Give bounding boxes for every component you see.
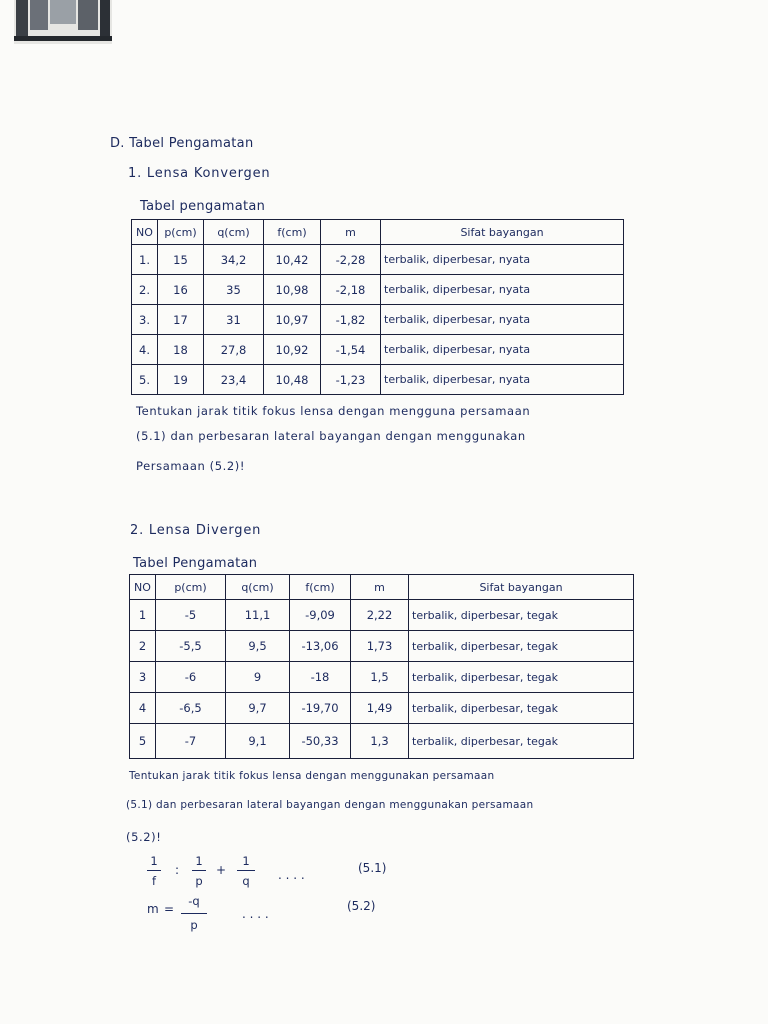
- instruction-line: Tentukan jarak titik fokus lensa dengan mengguna persamaan: [136, 404, 531, 418]
- col-header-m: m: [321, 220, 381, 245]
- cell-q: 27,8: [204, 335, 264, 365]
- table-row: [130, 600, 634, 631]
- col-header-p: p(cm): [156, 575, 226, 600]
- cell-sifat: terbalik, diperbesar, nyata: [381, 275, 624, 305]
- cell-f: 10,42: [264, 245, 321, 275]
- cell-no: 5.: [132, 365, 158, 395]
- section1-title: 1. Lensa Konvergen: [128, 166, 271, 181]
- cell-no: 4: [130, 693, 156, 724]
- fraction-bar: [181, 913, 207, 914]
- cell-q: 34,2: [204, 245, 264, 275]
- cell-no: 1.: [132, 245, 158, 275]
- cell-m: -2,18: [321, 275, 381, 305]
- col-header-p: p(cm): [158, 220, 204, 245]
- cell-sifat: terbalik, diperbesar, nyata: [381, 365, 624, 395]
- cell-q: 9,5: [226, 631, 290, 662]
- cell-f: -13,06: [290, 631, 351, 662]
- instruction-line: (5.1) dan perbesaran lateral bayangan dengan menggunakan: [136, 429, 526, 443]
- table-header-row: [130, 575, 634, 600]
- convergent-lens-table: [131, 219, 624, 395]
- cell-sifat: terbalik, diperbesar, nyata: [381, 305, 624, 335]
- eq2-numerator: -q: [188, 894, 200, 908]
- table-row: [132, 305, 624, 335]
- cell-m: 1,49: [351, 693, 409, 724]
- col-header-f: f(cm): [264, 220, 321, 245]
- instruction-line: (5.1) dan perbesaran lateral bayangan dengan menggunakan persamaan: [126, 799, 534, 811]
- col-header-no: NO: [132, 220, 158, 245]
- table-row: [130, 693, 634, 724]
- cell-q: 9,7: [226, 693, 290, 724]
- cell-p: 15: [158, 245, 204, 275]
- eq2-dots: . . . .: [242, 907, 269, 921]
- cell-no: 2.: [132, 275, 158, 305]
- cell-f: -19,70: [290, 693, 351, 724]
- cell-sifat: terbalik, diperbesar, tegak: [409, 600, 634, 631]
- col-header-q: q(cm): [226, 575, 290, 600]
- table-row: [132, 365, 624, 395]
- cell-sifat: terbalik, diperbesar, tegak: [409, 693, 634, 724]
- cell-no: 1: [130, 600, 156, 631]
- cell-sifat: terbalik, diperbesar, tegak: [409, 662, 634, 693]
- cell-m: -1,23: [321, 365, 381, 395]
- cell-q: 35: [204, 275, 264, 305]
- cell-p: -6: [156, 662, 226, 693]
- cell-f: 10,92: [264, 335, 321, 365]
- cell-no: 4.: [132, 335, 158, 365]
- table-row: [130, 724, 634, 759]
- cell-p: -5,5: [156, 631, 226, 662]
- eq1-term1-denominator: p: [195, 874, 203, 888]
- cell-sifat: terbalik, diperbesar, nyata: [381, 335, 624, 365]
- cell-f: -50,33: [290, 724, 351, 759]
- col-header-sifat: Sifat bayangan: [381, 220, 624, 245]
- table-row: [130, 631, 634, 662]
- cell-m: 1,3: [351, 724, 409, 759]
- cell-m: -1,82: [321, 305, 381, 335]
- cell-f: 10,48: [264, 365, 321, 395]
- col-header-m: m: [351, 575, 409, 600]
- cell-q: 9: [226, 662, 290, 693]
- instruction-line: Persamaan (5.2)!: [136, 459, 246, 473]
- eq1-term2-numerator: 1: [242, 854, 250, 868]
- cell-p: 19: [158, 365, 204, 395]
- cell-p: -5: [156, 600, 226, 631]
- cell-p: -7: [156, 724, 226, 759]
- cell-p: 18: [158, 335, 204, 365]
- col-header-q: q(cm): [204, 220, 264, 245]
- cell-f: 10,97: [264, 305, 321, 335]
- eq1-plus: +: [216, 863, 227, 877]
- divergent-lens-table: [129, 574, 634, 759]
- cell-f: -9,09: [290, 600, 351, 631]
- eq2-denominator: p: [190, 918, 198, 932]
- cell-sifat: terbalik, diperbesar, tegak: [409, 631, 634, 662]
- col-header-f: f(cm): [290, 575, 351, 600]
- fraction-bar: [192, 870, 206, 871]
- eq1-equals: :: [175, 863, 180, 877]
- eq1-label: (5.1): [358, 861, 387, 875]
- cell-sifat: terbalik, diperbesar, nyata: [381, 245, 624, 275]
- fraction-bar: [147, 870, 161, 871]
- cell-no: 3: [130, 662, 156, 693]
- cell-m: 2,22: [351, 600, 409, 631]
- cell-q: 23,4: [204, 365, 264, 395]
- cell-sifat: terbalik, diperbesar, tegak: [409, 724, 634, 759]
- table-row: [132, 335, 624, 365]
- section2-title: 2. Lensa Divergen: [130, 523, 262, 538]
- cell-no: 2: [130, 631, 156, 662]
- eq1-dots: . . . .: [278, 868, 305, 882]
- cell-f: 10,98: [264, 275, 321, 305]
- section-heading: D. Tabel Pengamatan: [110, 136, 254, 151]
- cell-m: -2,28: [321, 245, 381, 275]
- eq1-lhs-denominator: f: [151, 874, 157, 888]
- instruction-line: (5.2)!: [126, 830, 162, 844]
- section1-table-caption: Tabel pengamatan: [140, 199, 266, 214]
- cell-q: 31: [204, 305, 264, 335]
- eq1-lhs-numerator: 1: [150, 854, 158, 868]
- cell-f: -18: [290, 662, 351, 693]
- fraction-bar: [237, 870, 255, 871]
- cell-p: -6,5: [156, 693, 226, 724]
- instruction-line: Tentukan jarak titik fokus lensa dengan menggunakan persamaan: [129, 770, 495, 782]
- binder-clip-image: [14, 0, 112, 44]
- eq1-term1-numerator: 1: [195, 854, 203, 868]
- cell-q: 11,1: [226, 600, 290, 631]
- eq1-term2-denominator: q: [242, 874, 250, 888]
- cell-q: 9,1: [226, 724, 290, 759]
- cell-m: -1,54: [321, 335, 381, 365]
- table-row: [132, 245, 624, 275]
- eq2-label: (5.2): [347, 899, 376, 913]
- section2-table-caption: Tabel Pengamatan: [133, 556, 258, 571]
- eq2-lhs: m: [147, 902, 159, 916]
- cell-no: 3.: [132, 305, 158, 335]
- col-header-sifat: Sifat bayangan: [409, 575, 634, 600]
- cell-m: 1,73: [351, 631, 409, 662]
- cell-no: 5: [130, 724, 156, 759]
- table-header-row: [132, 220, 624, 245]
- col-header-no: NO: [130, 575, 156, 600]
- cell-p: 16: [158, 275, 204, 305]
- eq2-equals: =: [164, 902, 175, 916]
- table-row: [130, 662, 634, 693]
- cell-m: 1,5: [351, 662, 409, 693]
- table-row: [132, 275, 624, 305]
- cell-p: 17: [158, 305, 204, 335]
